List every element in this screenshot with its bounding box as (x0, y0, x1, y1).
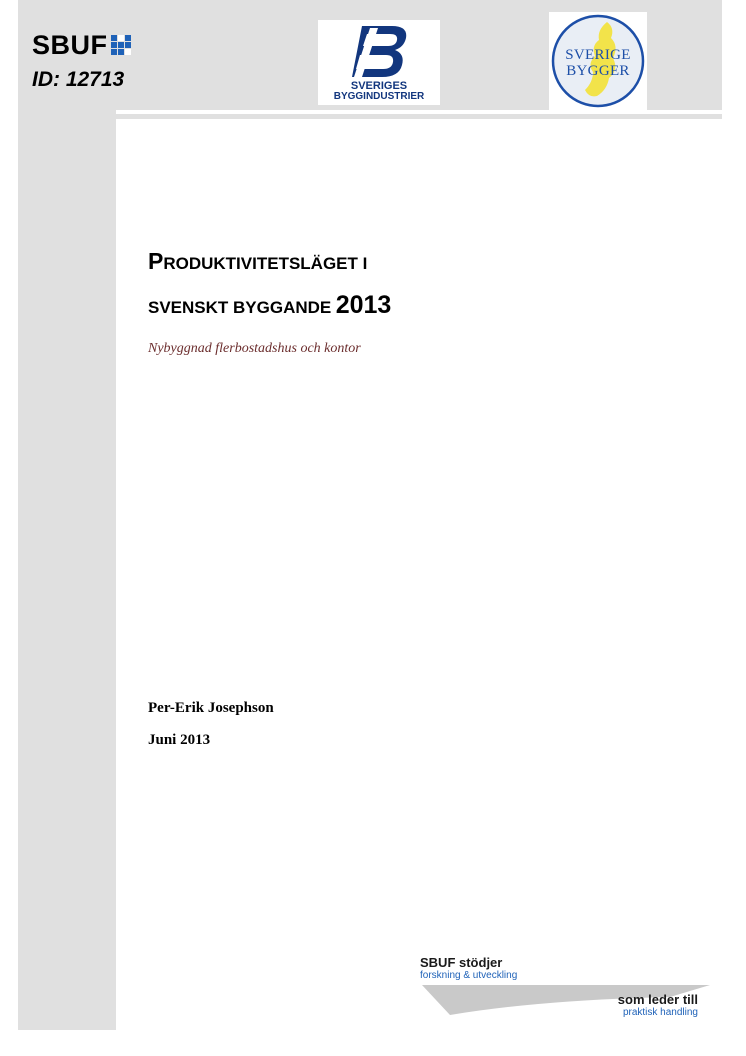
page-sidebar (18, 0, 116, 1030)
footer-line-3: som leder till (617, 992, 698, 1007)
header-rule (116, 114, 722, 119)
document-title (148, 240, 391, 326)
document-subtitle: Nybyggnad flerbostadshus och kontor (148, 341, 361, 356)
footer-line-4: praktisk handling (622, 1007, 698, 1018)
document-id: ID: 12713 (32, 68, 125, 91)
sbuf-footer-logo (420, 955, 720, 1030)
footer-line-2: forskning & utveckling (420, 970, 518, 981)
sbi-logo-line1: SVERIGES (350, 80, 408, 92)
author-name: Per-Erik Josephson (148, 700, 274, 716)
sverige-bygger-logo (549, 12, 647, 110)
footer-line-1: SBUF stödjer (420, 955, 503, 970)
sveriges-byggindustrier-logo (318, 20, 440, 105)
title-line-1: PRODUKTIVITETSLÄGET I (148, 248, 368, 274)
sverige-bygger-line2: BYGGER (566, 63, 630, 79)
sbuf-logo (32, 28, 131, 62)
sbi-logo-line2: BYGGINDUSTRIER (333, 91, 425, 102)
sbi-b-icon (348, 22, 412, 80)
title-line-2: SVENSKT BYGGANDE 2013 (148, 291, 392, 319)
sbuf-grid-icon (111, 35, 131, 55)
publication-date: Juni 2013 (148, 732, 211, 748)
sbuf-logo-text: SBUF (32, 29, 108, 60)
sverige-bygger-line1: SVERIGE (565, 47, 631, 63)
